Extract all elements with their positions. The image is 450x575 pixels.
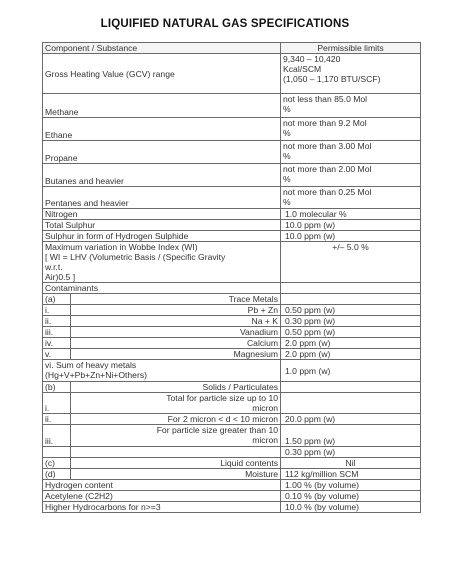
table-header-row <box>43 43 421 54</box>
table-row <box>43 209 421 220</box>
row-value: 0.30 ppm (w) <box>281 447 421 458</box>
value-line: not more than 2.00 Mol <box>283 164 372 174</box>
value-line: not more than 3.00 Mol <box>283 141 372 151</box>
table-row <box>43 447 421 458</box>
row-label: Methane <box>43 94 281 118</box>
table-row <box>43 502 421 513</box>
row-value: 1.50 ppm (w) <box>281 425 421 447</box>
value-line: % <box>283 151 291 161</box>
table-row <box>43 458 421 469</box>
row-label: Ethane <box>43 118 281 141</box>
label-line: vi. Sum of heavy metals <box>45 360 137 370</box>
table-row <box>43 469 421 480</box>
row-value <box>281 164 421 187</box>
row-label: Hydrogen content <box>43 480 281 491</box>
table-row <box>43 118 421 141</box>
row-value <box>281 393 421 414</box>
row-value <box>281 118 421 141</box>
table-row <box>43 414 421 425</box>
row-value: 2.0 ppm (w) <box>281 338 421 349</box>
row-label: For 2 micron < d < 10 micron <box>71 414 281 425</box>
table-row <box>43 338 421 349</box>
specifications-table <box>42 42 421 513</box>
row-value: 20.0 ppm (w) <box>281 414 421 425</box>
row-index: iii. <box>43 425 71 447</box>
row-label <box>71 393 281 414</box>
row-value: +/– 5.0 % <box>281 242 421 283</box>
value-line: % <box>283 197 291 207</box>
row-index: ii. <box>43 414 71 425</box>
row-label: Magnesium <box>71 349 281 360</box>
table-row <box>43 360 421 382</box>
table-row <box>43 94 421 118</box>
value-line: % <box>283 104 291 114</box>
value-line: (1,050 – 1,170 BTU/SCF) <box>283 74 381 84</box>
label-line: micron <box>252 435 279 445</box>
row-value: 112 kg/million SCM <box>281 469 421 480</box>
row-value <box>281 94 421 118</box>
row-label: Na + K <box>71 316 281 327</box>
value-line: 9,340 – 10,420 <box>283 54 341 64</box>
row-label: Butanes and heavier <box>43 164 281 187</box>
section-label: Contaminants <box>43 283 281 294</box>
table-row <box>43 141 421 164</box>
label-line: w.r.t. <box>45 262 63 272</box>
table-row <box>43 382 421 393</box>
value-line: not more than 0.25 Mol <box>283 187 372 197</box>
row-label <box>43 242 281 283</box>
label-line: [ WI = LHV (Volumetric Basis / (Specific Gravity <box>45 252 226 262</box>
row-label: Moisture <box>71 469 281 480</box>
row-label <box>71 447 281 458</box>
row-value <box>281 187 421 209</box>
table-row <box>43 164 421 187</box>
header-limits: Permissible limits <box>281 43 421 54</box>
row-index: ii. <box>43 316 71 327</box>
row-index: iii. <box>43 327 71 338</box>
label-line: For particle size greater than 10 <box>156 425 279 435</box>
row-value: 10.0 % (by volume) <box>281 502 421 513</box>
row-label: Propane <box>43 141 281 164</box>
header-component: Component / Substance <box>43 43 281 54</box>
row-index: iv. <box>43 338 71 349</box>
row-index: i. <box>43 305 71 316</box>
table-row <box>43 220 421 231</box>
table-row <box>43 54 421 94</box>
value-line: not less than 85.0 Mol <box>283 94 368 104</box>
row-value: 0.50 ppm (w) <box>281 327 421 338</box>
row-value: 1.0 ppm (w) <box>281 360 421 382</box>
label-line: Maximum variation in Wobbe Index (WI) <box>45 242 198 252</box>
row-value: 2.0 ppm (w) <box>281 349 421 360</box>
row-value <box>281 54 421 94</box>
table-row <box>43 327 421 338</box>
row-value: 10.0 ppm (w) <box>281 231 421 242</box>
label-line: Total for particle size up to 10 <box>166 393 279 403</box>
label-line: (Hg+V+Pb+Zn+Ni+Others) <box>45 370 147 380</box>
table-row <box>43 480 421 491</box>
table-row <box>43 305 421 316</box>
row-label: Vanadium <box>71 327 281 338</box>
label-line: Air)0.5 ] <box>45 272 76 282</box>
row-value <box>281 283 421 294</box>
row-label: Calcium <box>71 338 281 349</box>
row-label: Acetylene (C2H2) <box>43 491 281 502</box>
row-label: Higher Hydrocarbons for n>=3 <box>43 502 281 513</box>
row-value: 0.30 ppm (w) <box>281 316 421 327</box>
table-row <box>43 242 421 283</box>
row-index: (b) <box>43 382 71 393</box>
row-value: 0.10 % (by volume) <box>281 491 421 502</box>
value-line: not more than 9.2 Mol <box>283 118 367 128</box>
row-index: v. <box>43 349 71 360</box>
row-value <box>281 382 421 393</box>
table-row <box>43 425 421 447</box>
row-label: Trace Metals <box>71 294 281 305</box>
row-label: Nitrogen <box>43 209 281 220</box>
row-value: 1.0 molecular % <box>281 209 421 220</box>
row-value: 10.0 ppm (w) <box>281 220 421 231</box>
label-line: micron <box>252 403 279 413</box>
row-index: (a) <box>43 294 71 305</box>
table-row <box>43 187 421 209</box>
row-label: Pentanes and heavier <box>43 187 281 209</box>
row-label: Pb + Zn <box>71 305 281 316</box>
row-index: (d) <box>43 469 71 480</box>
row-label: Total Sulphur <box>43 220 281 231</box>
row-index: i. <box>43 393 71 414</box>
value-line: % <box>283 174 291 184</box>
table-row <box>43 316 421 327</box>
row-label: Gross Heating Value (GCV) range <box>43 54 281 94</box>
table-row <box>43 349 421 360</box>
row-value <box>281 294 421 305</box>
row-index: (c) <box>43 458 71 469</box>
row-label <box>43 360 281 382</box>
table-row <box>43 393 421 414</box>
value-line: Kcal/SCM <box>283 64 322 74</box>
table-row <box>43 491 421 502</box>
row-value: Nil <box>281 458 421 469</box>
row-label: Solids / Particulates <box>71 382 281 393</box>
row-value: 0.50 ppm (w) <box>281 305 421 316</box>
table-row <box>43 231 421 242</box>
row-index <box>43 447 71 458</box>
page-title: LIQUIFIED NATURAL GAS SPECIFICATIONS <box>100 18 350 30</box>
row-label: Liquid contents <box>71 458 281 469</box>
row-value <box>281 141 421 164</box>
table-row <box>43 294 421 305</box>
table-row <box>43 283 421 294</box>
row-label <box>71 425 281 447</box>
row-label: Sulphur in form of Hydrogen Sulphide <box>43 231 281 242</box>
row-value: 1.00 % (by volume) <box>281 480 421 491</box>
value-line: % <box>283 128 291 138</box>
